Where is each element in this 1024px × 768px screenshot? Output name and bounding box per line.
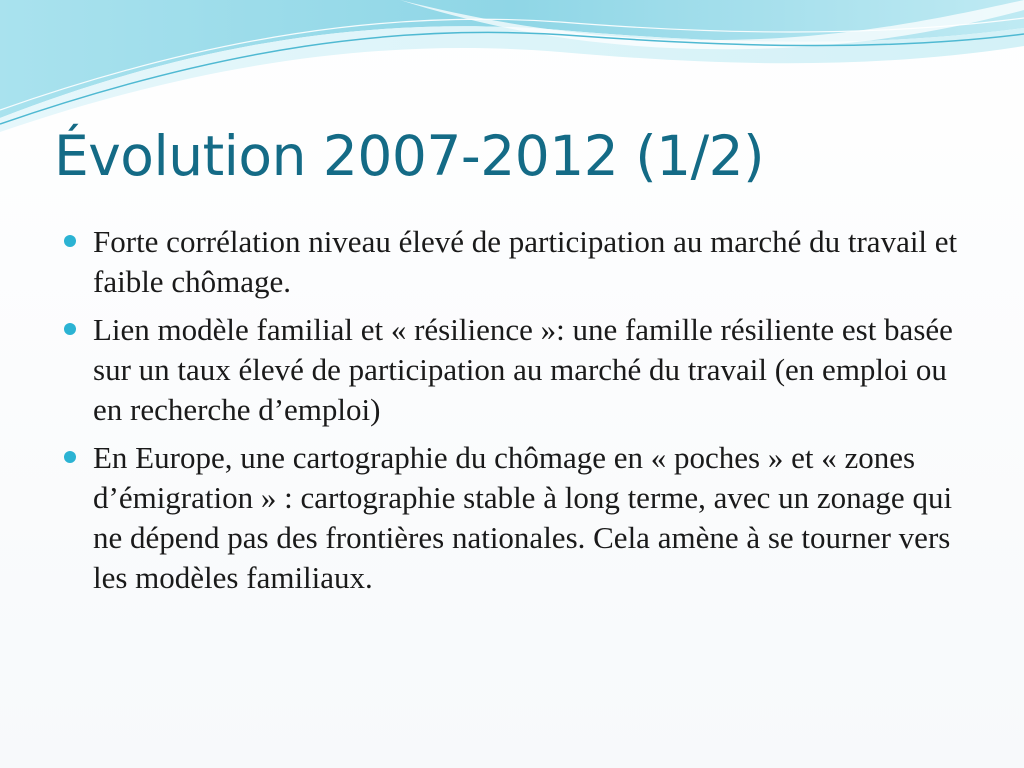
header-wave-decoration <box>0 0 1024 140</box>
bullet-text: Forte corrélation niveau élevé de participation au marché du travail et faible chômage. <box>93 224 958 299</box>
slide-title: Évolution 2007-2012 (1/2) <box>54 124 765 188</box>
bullet-item <box>64 222 964 302</box>
bullet-dot-icon <box>64 451 76 463</box>
bullet-item <box>64 310 964 430</box>
bullet-item <box>64 438 964 598</box>
bullet-text: En Europe, une cartographie du chômage en « poches » et « zones d’émigration » : cartographie stable à long terme, avec un zonage qui ne dépend pas des frontières nationales. Cela amène à se tourner vers les modèles familiaux. <box>93 440 953 595</box>
bullet-text: Lien modèle familial et « résilience »: une famille résiliente est basée sur un taux élevé de participation au marché du travail (en emploi ou en recherche d’emploi) <box>93 312 953 427</box>
bullet-dot-icon <box>64 235 76 247</box>
bullet-list <box>64 222 964 606</box>
bullet-dot-icon <box>64 323 76 335</box>
